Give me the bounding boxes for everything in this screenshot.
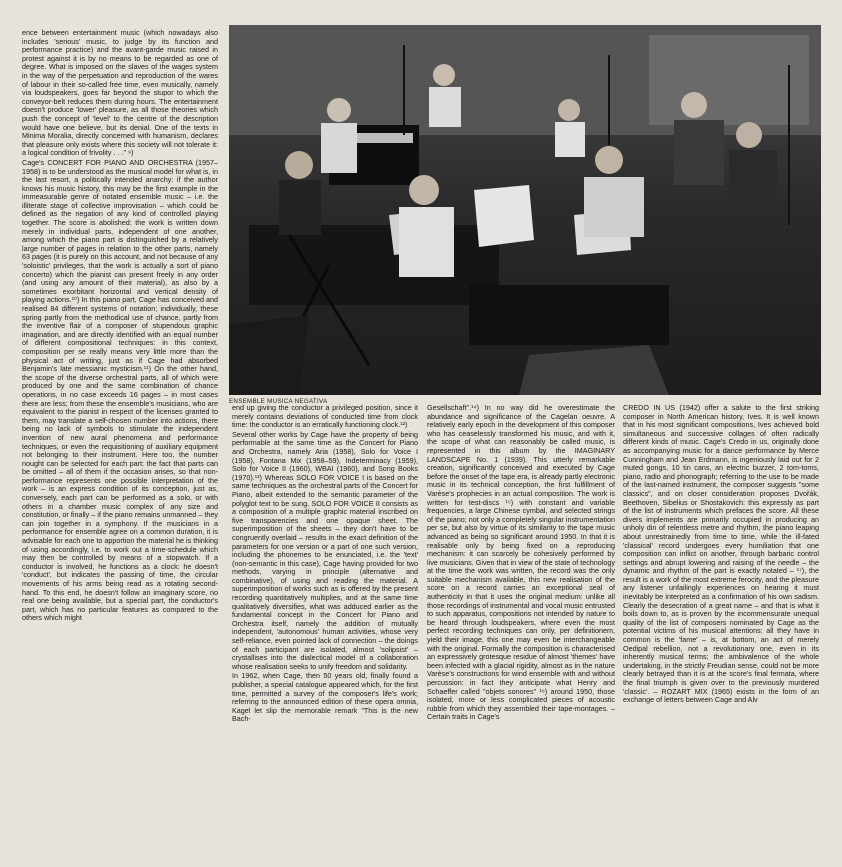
paragraph: Cage's CONCERT FOR PIANO AND ORCHESTRA (1957–1958) is to be understood as the musical model for what is, in the last resort, a politically intended anarchy: if the author knows his music history, this may be the first example in the immeasurable genre of notated ensemble music – i.e. the illiterate stage of collective improvisation – which could be defined as the negation of any kind of controlled playing together. The score is abolished: the work is written down merely in individual parts, independent of one another, among which the piano part is distinguished by a relatively large number of pages in relation to the other parts, namely 63 pages (it is purely on this account, and not because of any 'soloistic' privileges, that the work is actually a sort of piano concerto) which the pianist can present freely in any order (and using any amount of their material), as also by a sometimes exorbitant horizontal and vertical density of playing actions.¹⁰) In this piano part, Cage has conceived and realised 84 different systems of notation; individually, these spring partly from the methodical use of chance, partly from the inventive flair of a composer of stupendous graphic imagination, and are directly identified with an equal number of different compositional techniques: in this context, composition per se really means very little more than the physical act of writing, just as if Cage had absorbed Benjamin's late messianic mysticism.¹¹) On the other hand, the scope of the diverse orchestral parts, all of which were produced by one and the same combination of chance operations, in no case exceeds 16 pages – in most cases there are less; from these the ensemble's musicians, who are equivalent to the pianist in respect of the licenses granted to them, may translate a self-chosen number into actions, there being no lack of symbols to stimulate the independent invention of new aural phenomena and performance techniques, or even the requisitioning of auxiliary equipment not belonging to their instrument. Here too, the number nought can be selected for each part: the fact that parts can be omitted – all of them if the occasion arises, so that non-performance represents one possible interpretation of the work – is an express condition of its conception, just as, conversely, each part can be performed as a solo, or with others in a chamber music complex of any size and constitution, or finally – if the piano remains unmanned – they can join together in a symphony. If the musicians in a performance for ensemble agree on a common duration, it is advisable for each one to apportion the material he is thinking of using accordingly, i.e. to work out a time-schedule which may then be controlled by means of a stopwatch. If a conductor is involved, he functions as a clock: he doesn't 'conduct', but indicates the passing of time, the circular movements of his arms being read as a rotating second-hand. To this end, he doesn't follow an imaginary score, no real one being available, but a special part, the conductor's part, which has no particular features as compared to the others which might [22,157,218,623]
text-column-1 [22,29,218,865]
text-column-2 [232,404,418,864]
photo-caption: ENSEMBLE MUSICA NEGATIVA [229,398,328,405]
paragraph: CREDO IN US (1942) offer a salute to the first striking composer in North American history, Ives. It is well known that in his most significant compositions, Ives achieved bold simultaneous and successive collages of often radically different kinds of music. Cage's Credo in us, originally done as accompanying music for a dance performance by Merce Cunningham and Jean Erdmann, is ingeniously laid out for 2 muted gongs, 10 tin cans, an electric buzzer, 2 tom-toms, piano, radio and phonograph; referring to the use to be made of the last-named instrument, the composer suggests "some classics", and on closer consideration proposes Dvořák, Beethoven, Sibelius or Shostakovich: this expressly as part of the list of instruments which prefaces the score. All these divers implements are primarily occupied in producing an unholy din of relentless metre and rhythm, the piano leaping about unrestrainedly from time to time, while the ill-fated 'classical' record undergoes every humiliation that one composition can inflict on another, through barbaric control settings and abrupt lowering and raising of the needle – the dynamic and rhythm of the part is exactly notated – ¹⁷), the result is a work of the most extreme ferocity, and the pleasure any listener unfailingly experiences on hearing it must inevitably be interpreted as a confirmation of his own sadism. Clearly the desecration of a great name – and that is what it boils down to, as is proven by the incommensurate unequal quality of the list of composers nominated by Cage as the potential victims of his musical attentions: all they have in common is the 'fame' – is, at bottom, an act of merely Oedipal rebellion, not a revolutionary one, even in its inherently musical terms; the ambivalence of the whole undertaking, in the strictly Freudian sense, could not be more clearly betrayed than it is at the score's final fermata, where the final triumph is given over to the previously murdered 'classic'. – ROZART MIX (1965) exists in the form of an exchange of letters between Cage and Alv [623,404,819,705]
text-column-4 [623,404,819,864]
paragraph: Several other works by Cage have the property of being performable at the same time as the Concert for Piano and Orchestra, namely Aria (1958), Solo for Voice I (1958), Fontana Mix (1958–59), Indeterminacy (1959), Solo for Voice II (1960), WBAI (1960), and Song Books (1970).¹³) Whereas SOLO FOR VOICE I is based on the same techniques as the orchestral parts of the Concert for Piano, albeit extended to the semantic parameter of the polyglot text to be sung, SOLO FOR VOICE II consists as a composition of a multiple graphic material inscribed on five transparencies and one opaque sheet. The superimposition of the sheets – they don't have to be congruently overlaid – results in the exact definition of the parameters for one version or a part of one such version, including the phonemes to be enunciated, i.e. the 'text' (non-semantic in this case), Cage having provided for two methods, varying in principle (alternative and combinative), of using and reading the material. A superimposition of works such as is offered by the present recording quantitatively multiplies, and at the same time qualitatively diversifies, what was adduced earlier as the fundamental concept in the Concert for Piano and Orchestra itself, namely the addition of mutually independent, 'autonomous' human activities, whose very self-reliance, even pointed lack of connection – the doings of each participant are isolated, almost 'solipsist' – crystallises into the dialectical model of a collaboration whose realisation seeks to unify freedom and solidarity. [232,429,418,671]
ensemble-photo [229,25,821,395]
text-column-3 [427,404,615,864]
paragraph: Gesellschaft".¹⁴) In no way did he overestimate the abundance and significance of the Cagelan oeuvre. A relatively early epoch in the development of this composer who has ceaselessly transformed his music, and with it, the scope of what can reasonably be called music, is represented in this album by the IMAGINARY LANDSCAPE No. 1 (1939). This utterly remarkable creation, significantly conceived and executed by Cage before the onset of the tape era, is already partly electronic music in its technical conception, the first fulfillment of Varèse's prophecies in an actual composition. The work is written for test-discs ¹⁵) with constant and variable frequencies, a large Chinese cymbal, and selected strings of the piano; not only a completely singular instrumentation per se, but also by virtue of its similarity to the tape music advanced as being so significant around 1950. In that it is realisable only by being fixed on a reproducing mechanism: it can scarcely be cohesively performed by live musicians. Given that in view of the state of technology at the time the work was written, the record was the only suitable mechanism available, this new realisation of the score on a record carries an exceptional seal of authenticity in that it uses the original medium: unlike all those recordings of instrumental and vocal music entrusted to such apparatus, compositions not intended by nature to be heard through loudspeakers, where even the most perfect recording techniques can only, per definitionem, yield their image, this one may even be interchangeable with the original. Formally the composition is characterised an expressively grotesque residue of almost 'themes' have been infected with a glacial rigidity, almost as in the nature Varèse's constructions for wind ensemble with and without percussion: in fact they anticipate what Henry and Schaeffer called "objets sonores" ¹⁶) around 1950, those isolated, more or less complicated pieces of acoustic rubble from which they assembled their tape-montages. – Certain traits in Cage's [427,404,615,722]
paragraph: end up giving the conductor a privileged position, since it merely contains deviations of conducted time from clock time: the conductor is an erratically functioning clock.¹²) [232,404,418,430]
paragraph: In 1962, when Cage, then 50 years old, finally found a publisher, a special catalogue appeared which, for the first time, permitted a survey of the composer's life's work; referring to the announced edition of these opera omnia, Kagel let slip the memorable remark "This is the new Bach- [232,671,418,724]
paragraph: ence between entertainment music (which nowadays also includes 'serious' music, to judge by its function and performance practice) and the avant-garde music raised in protest against it is by no means to be regarded as one of degree. What is imposed on the slaves of the wages system in the way of the perpetuation and reproduction of the wares of labour in their so-called free time, even musically, namely via loudspeakers, goes far beyond the stupor to which the conveyor-belt reduces them during hours. The entertainment doesn't produce 'lower' pleasure, as all those theories which push the concept of 'level' to the centre of the description would have one believe, but its denial. One of the texts in Minima Moralia, directly concerned with humanism, declares that pleasure only exists where this society will not tolerate it: a logical condition of frivolity . . ." ⁹) [22,29,218,158]
